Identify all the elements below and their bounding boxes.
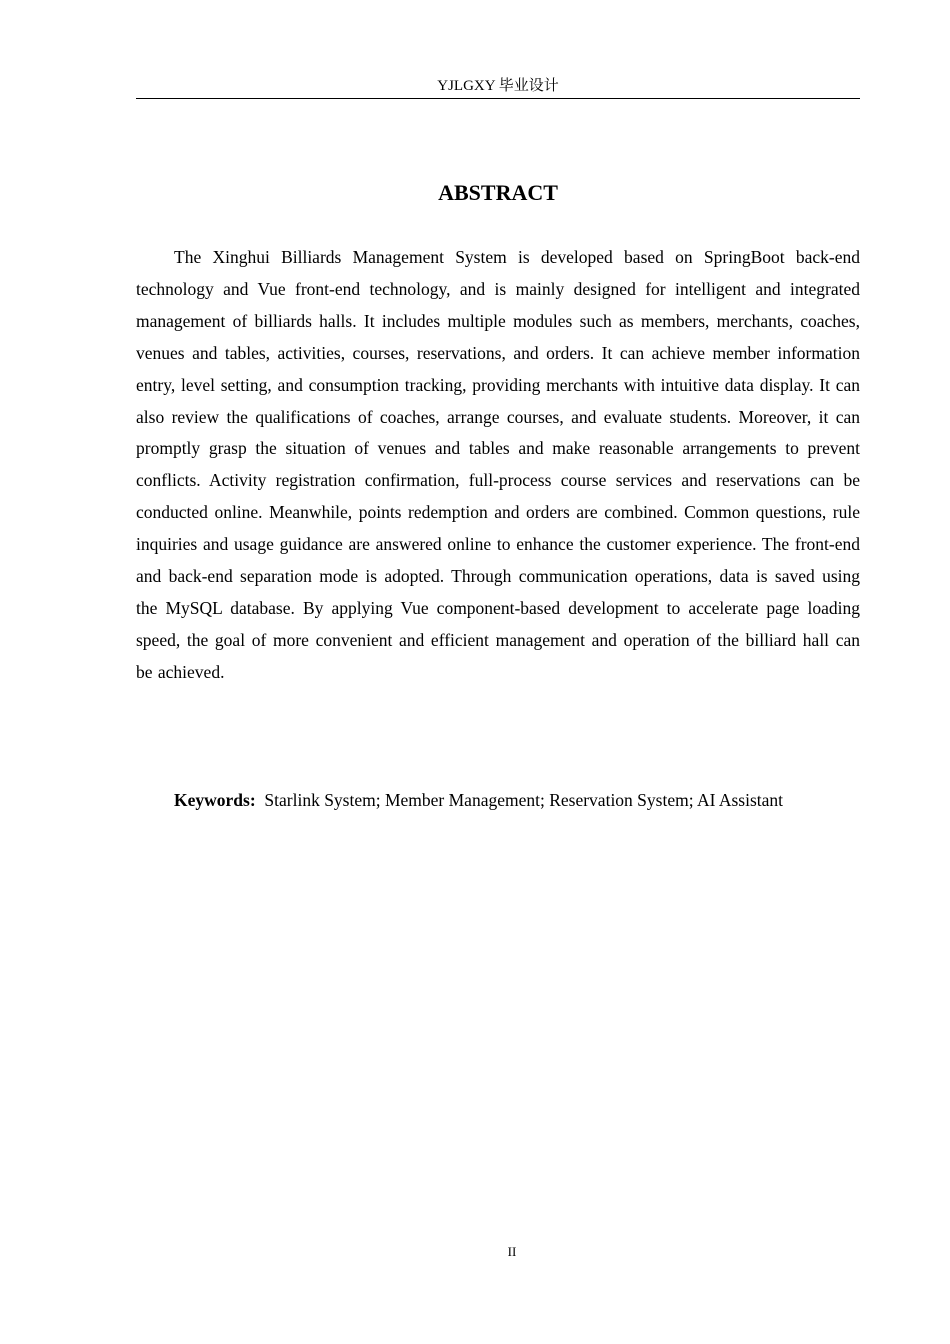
- abstract-title: ABSTRACT: [438, 180, 558, 205]
- keywords-label: Keywords:: [174, 790, 256, 810]
- keywords-text: Starlink System; Member Management; Reservation System; AI Assistant: [264, 790, 784, 810]
- header-rule: [136, 98, 860, 99]
- page-number: II: [507, 1244, 517, 1259]
- keywords-line: [136, 785, 860, 815]
- running-header: YJLGXY 毕业设计: [437, 78, 559, 94]
- abstract-body: The Xinghui Billiards Management System is developed based on SpringBoot back-end technology and Vue front-end technology, and is mainly designed for intelligent and integrated management of billiards halls. It includes multiple modules such as members, merchants, coaches, venues and tables, activities, courses, reservations, and orders. It can achieve member information entry, level setting, and consumption tracking, providing merchants with intuitive data display. It can also review the qualifications of coaches, arrange courses, and evaluate students. Moreover, it can promptly grasp the situation of venues and tables and make reasonable arrangements to prevent conflicts. Activity registration confirmation, full-process course services and reservations can be conducted online. Meanwhile, points redemption and orders are combined. Common questions, rule inquiries and usage guidance are answered online to enhance the customer experience. The front-end and back-end separation mode is adopted. Through communication operations, data is saved using the MySQL database. By applying Vue component-based development to accelerate page loading speed, the goal of more convenient and efficient management and operation of the billiard hall can be achieved.: [136, 247, 860, 682]
